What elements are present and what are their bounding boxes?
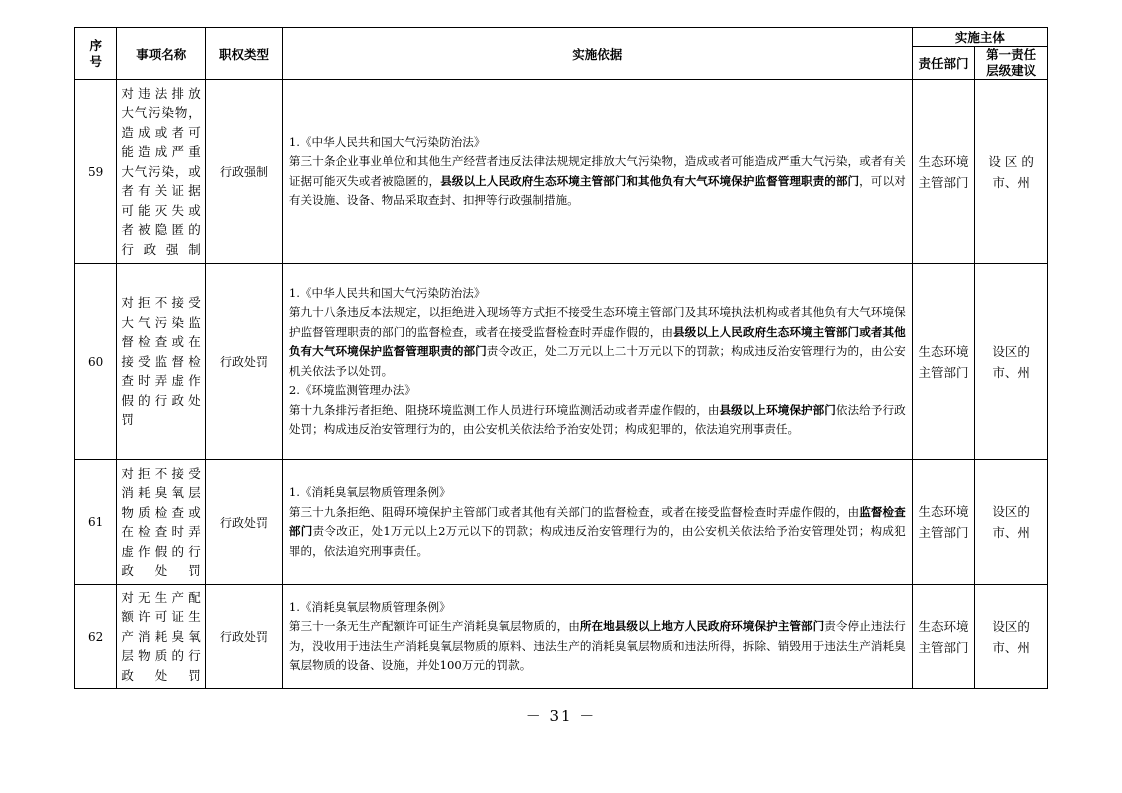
item-name: 对违法排放 大气污染物， 造成或者可 能造成严重 大气污染，或 者有关证据 可能灭失或 者被隐匿的 行政强制	[117, 80, 206, 264]
basis-paragraph: 2.《环境监测管理办法》	[288, 383, 416, 397]
basis-paragraph: 第十九条排污者拒绝、阻挠环境监测工作人员进行环境监测活动或者弄虚作假的，由县级以上环境保护部门依法给予行政处罚；构成违反治安管理行为的，由公安机关依法给予治安处罚；构成犯罪的，依法追究刑事责任。	[288, 402, 906, 436]
responsibility-level: 设 区 的 市、州	[975, 80, 1048, 264]
responsibility-level: 设区的 市、州	[975, 264, 1048, 460]
responsibility-level: 设区的 市、州	[975, 460, 1048, 585]
responsibility-level: 设区的 市、州	[975, 585, 1048, 689]
page-number: － 31 －	[525, 707, 597, 725]
header-level: 第一责任 层级建议	[975, 47, 1048, 80]
row-number: 59	[75, 80, 117, 264]
enforcement-table	[74, 27, 1048, 689]
header-subject: 实施主体	[912, 28, 1047, 47]
table-row	[75, 264, 1048, 460]
header-seq: 序 号	[75, 28, 117, 80]
basis-paragraph: 1.《中华人民共和国大气污染防治法》	[288, 134, 486, 149]
header-item-name: 事项名称	[117, 28, 206, 80]
legal-basis	[282, 585, 912, 689]
row-number: 62	[75, 585, 117, 689]
power-type: 行政强制	[206, 80, 283, 264]
power-type: 行政处罚	[206, 264, 283, 460]
header-basis: 实施依据	[282, 28, 912, 80]
header-dept: 责任部门	[912, 47, 975, 80]
responsible-dept: 生态环境 主管部门	[912, 460, 975, 585]
item-name: 对拒不接受 消耗臭氧层 物质检查或 在检查时弄 虚作假的行 政处罚	[117, 460, 206, 585]
basis-paragraph: 1.《中华人民共和国大气污染防治法》	[288, 285, 486, 300]
item-name: 对拒不接受 大气污染监 督检查或在 接受监督检 查时弄虚作 假的行政处 罚	[117, 264, 206, 460]
basis-paragraph: 第三十九条拒绝、阻碍环境保护主管部门或者其他有关部门的监督检查，或者在接受监督检查时弄虚作假的，由监督检查部门责令改正，处1万元以上2万元以下的罚款；构成违反治安管理行为的，由公安机关依法给予治安管理处罚；构成犯罪的，依法追究刑事责任。	[288, 504, 906, 558]
table-row	[75, 460, 1048, 585]
item-name: 对无生产配 额许可证生 产消耗臭氧 层物质的行 政处罚	[117, 585, 206, 689]
header-power-type: 职权类型	[206, 28, 283, 80]
power-type: 行政处罚	[206, 585, 283, 689]
row-number: 61	[75, 460, 117, 585]
table-row	[75, 585, 1048, 689]
basis-paragraph: 第三十一条无生产配额许可证生产消耗臭氧层物质的，由所在地县级以上地方人民政府环境保护主管部门责令停止违法行为，没收用于违法生产消耗臭氧层物质的原料、违法生产的消耗臭氧层物质和违法所得，拆除、销毁用于违法生产消耗臭氧层物质的设备、设施，并处100万元的罚款。	[288, 619, 906, 672]
table-row	[75, 80, 1048, 264]
legal-basis	[282, 460, 912, 585]
legal-basis	[282, 80, 912, 264]
legal-basis	[282, 264, 912, 460]
basis-paragraph: 第九十八条违反本法规定，以拒绝进入现场等方式拒不接受生态环境主管部门及其环境执法机构或者其他负有大气环境保护监督管理职责的部门的监督检查，或者在接受监督检查时弄虚作假的，由县级以上人民政府生态环境主管部门或者其他负有大气环境保护监督管理职责的部门责令改正，处二万元以上二十万元以下的罚款；构成违反治安管理行为的，由公安机关依法予以处罚。	[288, 305, 906, 378]
basis-paragraph: 1.《消耗臭氧层物质管理条例》	[288, 599, 451, 614]
power-type: 行政处罚	[206, 460, 283, 585]
basis-paragraph: 第三十条企业事业单位和其他生产经营者违反法律法规规定排放大气污染物，造成或者可能造成严重大气污染，或者有关证据可能灭失或者被隐匿的，县级以上人民政府生态环境主管部门和其他负有大气环境保护监督管理职责的部门，可以对有关设施、设备、物品采取查封、扣押等行政强制措施。	[288, 154, 906, 207]
basis-paragraph: 1.《消耗臭氧层物质管理条例》	[288, 485, 451, 499]
row-number: 60	[75, 264, 117, 460]
responsible-dept: 生态环境 主管部门	[912, 80, 975, 264]
responsible-dept: 生态环境 主管部门	[912, 264, 975, 460]
responsible-dept: 生态环境 主管部门	[912, 585, 975, 689]
